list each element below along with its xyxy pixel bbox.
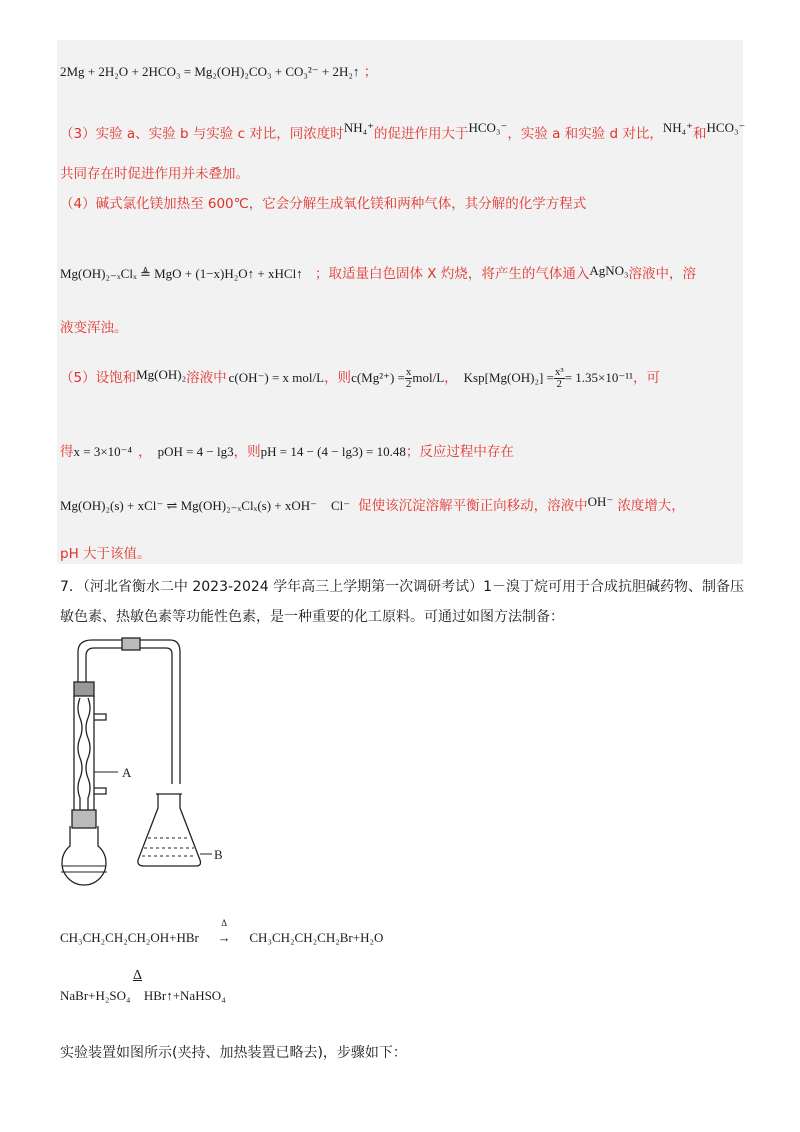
oh-concentration: c(OH⁻) = x mol/L xyxy=(228,370,325,385)
punctuation: ； xyxy=(363,64,378,80)
ph-value: pH = 14 − (4 − lg3) = 10.48 xyxy=(260,444,406,459)
question-7-footer: 实验装置如图所示(夹持、加热装置已略去)，步骤如下： xyxy=(60,1045,407,1061)
apparatus-diagram xyxy=(52,634,252,904)
mg-concentration: c(Mg²⁺) = xyxy=(351,370,405,385)
ion-hco3: HCO₃⁻ xyxy=(706,120,746,135)
mg-oh2-formula: Mg(OH)₂ xyxy=(136,367,187,382)
answer-part-5-line-2 xyxy=(60,440,514,460)
answer-part-3-line-2: 共同存在时促进作用并未叠加。 xyxy=(60,166,249,182)
ion-nh4: NH₄⁺ xyxy=(662,120,694,135)
answer-part-5-line-4: pH 大于该值。 xyxy=(60,546,151,562)
part-5-text: ，则 xyxy=(233,444,261,460)
part-5-text: 得 xyxy=(60,444,74,460)
part-4-text: ；取适量白色固体 X 灼烧，将产生的气体通入 xyxy=(314,266,590,282)
oh-ion: OH⁻ xyxy=(587,494,614,509)
unit: mol/L xyxy=(412,370,445,385)
part-5-text: ，则 xyxy=(324,370,352,386)
part-3-text: 和 xyxy=(693,126,707,142)
ion-hco3: HCO₃⁻ xyxy=(468,120,508,135)
question-7-line-1: 7．（河北省衡水二中 2023-2024 学年高三上学期第一次调研考试）1－溴丁烷可用于合成抗胆碱药物、制备压 xyxy=(60,579,745,595)
label-a: A xyxy=(122,765,132,780)
fraction-x-over-2: $\frac{x}{2}$ xyxy=(405,366,412,390)
punctuation: ， xyxy=(138,444,152,460)
part-5-text: 促使该沉淀溶解平衡正向移动，溶液中 xyxy=(358,498,588,514)
x-value: x = 3×10⁻⁴ xyxy=(73,444,133,459)
part-4-text: 溶液中，溶 xyxy=(628,266,697,282)
equation-text: 2Mg + 2H₂O + 2HCO₃ = Mg₂(OH)₂CO₃ + CO₃²⁻ + 2H₂↑ xyxy=(60,64,360,79)
answer-box xyxy=(57,40,743,564)
heat-symbol: Δ xyxy=(221,918,228,928)
answer-equation-1 xyxy=(60,60,377,80)
decomposition-equation: Mg(OH)₂₋ₓClₓ ≜ MgO + (1−x)H₂O↑ + xHCl↑ xyxy=(60,266,303,281)
ion-nh4: NH₄⁺ xyxy=(343,120,374,135)
part-5-text: （5）设饱和 xyxy=(60,370,137,386)
reaction-1-products: CH₃CH₂CH₂CH₂Br+H₂O xyxy=(249,930,384,945)
label-b: B xyxy=(214,847,223,862)
reaction-2 xyxy=(60,988,226,1004)
ksp-expression: Ksp[Mg(OH)₂] = xyxy=(463,370,554,385)
reaction-1-arrow: Δ → xyxy=(202,930,246,946)
answer-part-4-line-2 xyxy=(60,262,696,282)
part-5-text: ，可 xyxy=(633,370,661,386)
part-5-text: ；反应过程中存在 xyxy=(405,444,514,460)
poh-value: pOH = 4 − lg3 xyxy=(157,444,234,459)
ksp-value: = 1.35×10⁻¹¹ xyxy=(564,370,634,385)
part-5-text: 浓度增大， xyxy=(617,498,685,514)
question-7-line-2: 敏色素、热敏色素等功能性色素，是一种重要的化工原料。可通过如图方法制备： xyxy=(60,609,564,625)
reaction-2-reactants: NaBr+H₂SO₄ xyxy=(60,988,131,1003)
cl-ion: Cl⁻ xyxy=(331,498,351,513)
part-3-text: 的促进作用大于 xyxy=(373,126,469,142)
reaction-2-products: HBr↑+NaHSO₄ xyxy=(143,988,226,1003)
heat-symbol: Δ xyxy=(133,968,143,983)
equilibrium-equation: Mg(OH)₂(s) + xCl⁻ ⇌ Mg(OH)₂₋ₓClₓ(s) + xOH⁻ xyxy=(60,498,318,513)
reaction-1 xyxy=(60,918,384,946)
reaction-1-reactants: CH₃CH₂CH₂CH₂OH+HBr xyxy=(60,930,199,945)
part-3-text: （3）实验 a、实验 b 与实验 c 对比，同浓度时 xyxy=(60,126,344,142)
part-3-text: ，实验 a 和实验 d 对比， xyxy=(507,126,663,142)
answer-part-4-line-1: （4）碱式氯化镁加热至 600℃，它会分解生成氧化镁和两种气体，其分解的化学方程式 xyxy=(60,196,587,212)
answer-part-5-line-3 xyxy=(60,494,685,514)
reaction-2-condition xyxy=(133,968,142,984)
answer-part-5-line-1 xyxy=(60,366,660,390)
answer-part-3-line-1 xyxy=(60,120,745,142)
part-5-text: 溶液中 xyxy=(186,370,227,386)
answer-part-4-line-3: 液变浑浊。 xyxy=(60,320,128,336)
fraction-x3-over-2: $\frac{\text{x³}}{2}$ xyxy=(554,366,564,390)
agno3-formula: AgNO₃ xyxy=(589,263,629,278)
punctuation: ， xyxy=(444,370,458,386)
